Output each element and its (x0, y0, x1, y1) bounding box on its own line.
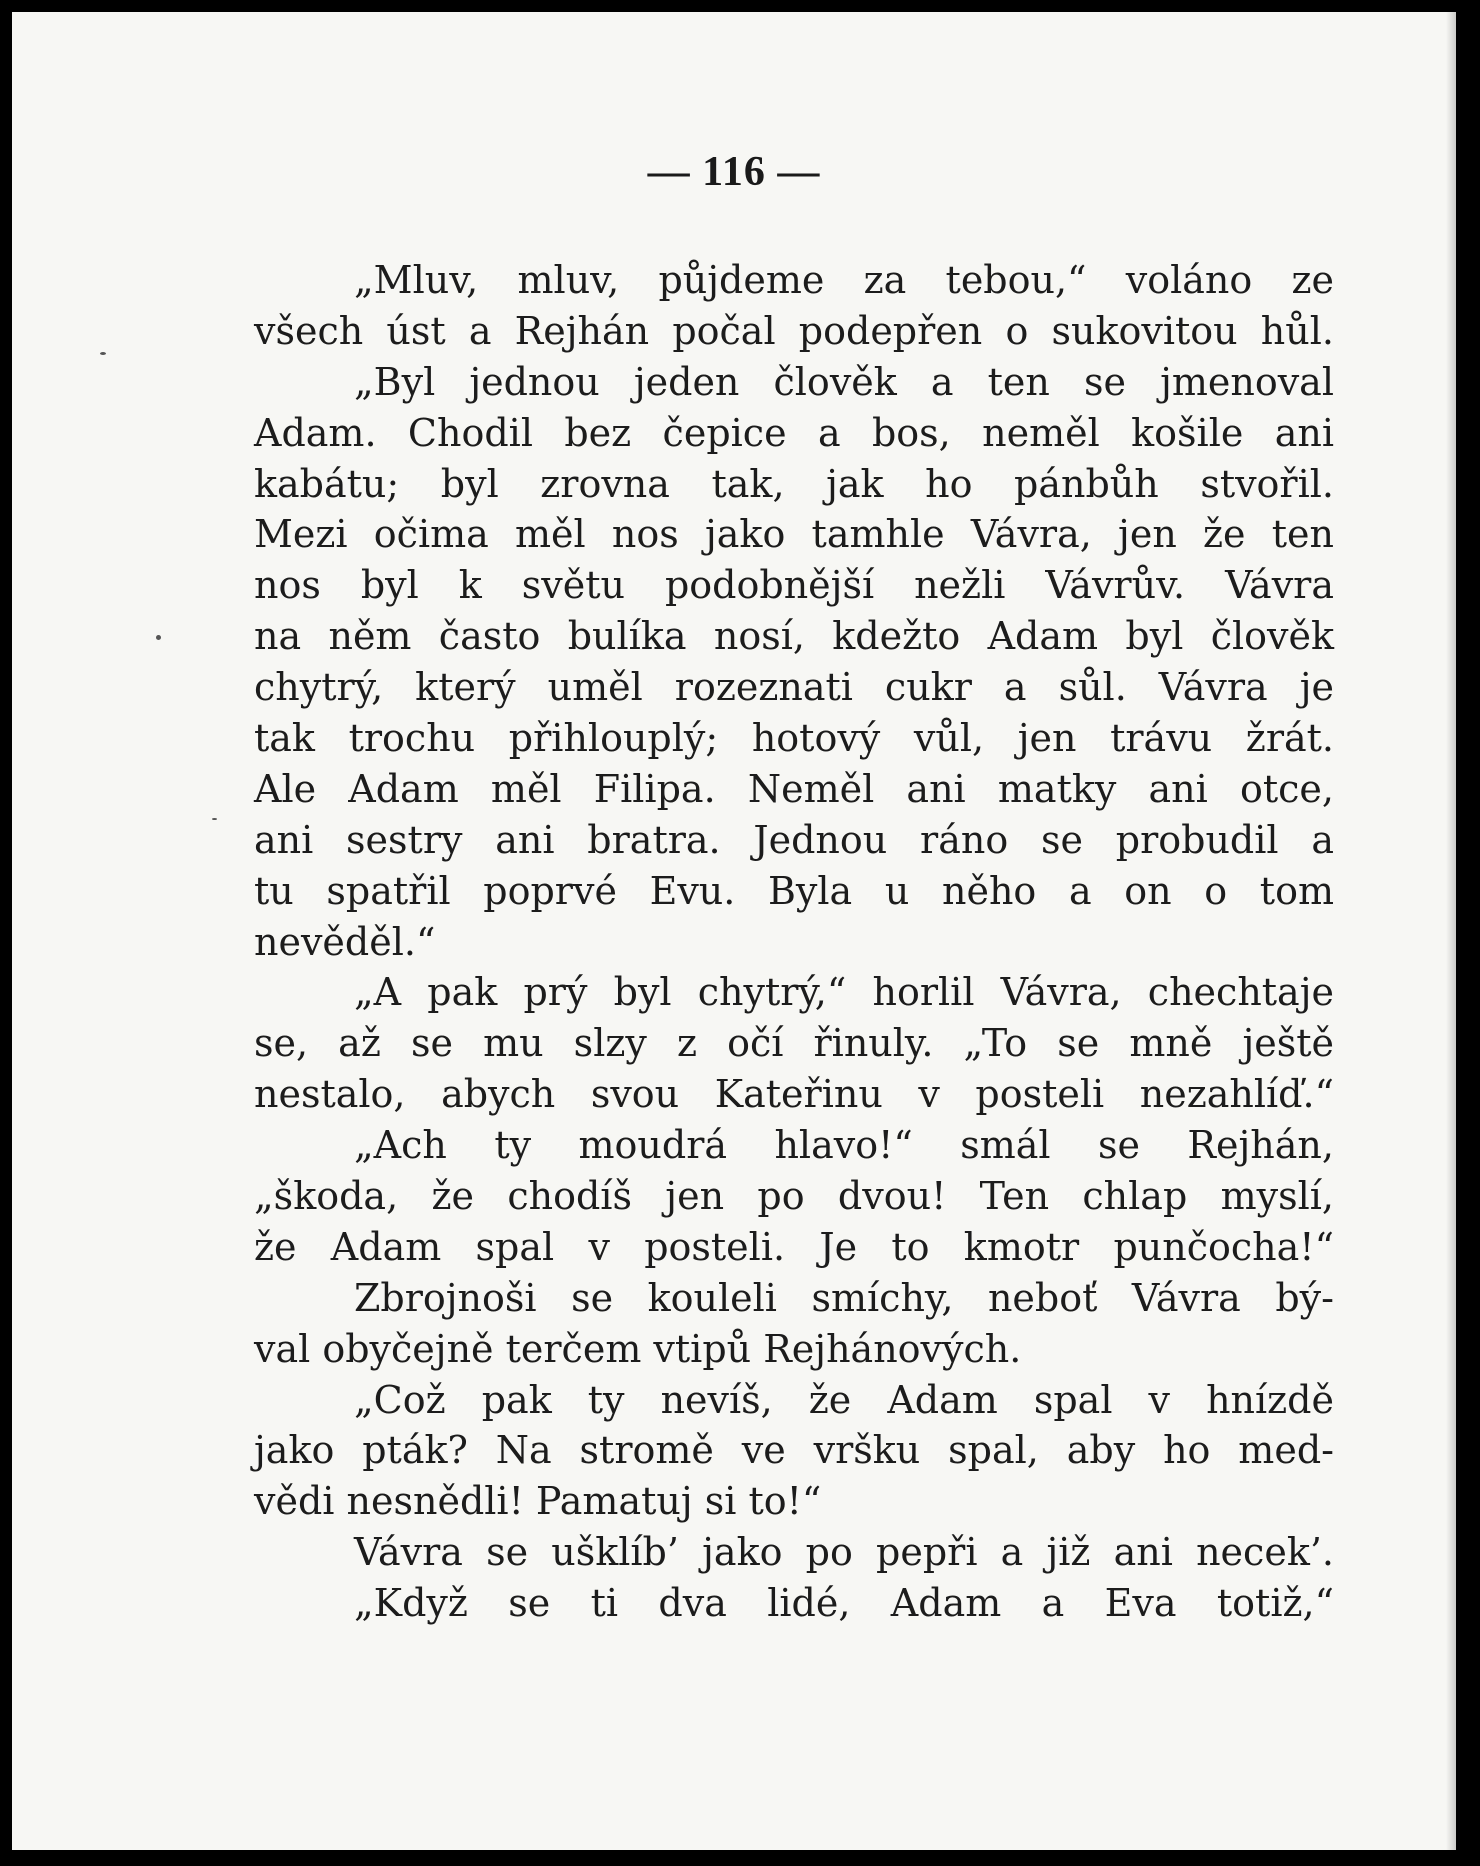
scan-speck (156, 635, 161, 640)
text-line: tu spatřil poprvé Evu. Byla u něho a on o tom (254, 868, 1334, 913)
text-line: chytrý, který uměl rozeznati cukr a sůl. Vávra je (254, 665, 1334, 710)
text-line: kabátu; byl zrovna tak, jak ho pánbůh stvořil. (254, 461, 1334, 506)
text-line: „škoda, že chodíš jen po dvou! Ten chlap myslí, (254, 1174, 1334, 1219)
text-line: „Byl jednou jeden člověk a ten se jmenoval (354, 359, 1334, 404)
text-line: se, až se mu slzy z očí řinuly. „To se mně ještě (254, 1021, 1334, 1066)
text-line: nos byl k světu podobnější nežli Vávrův. Vávra (254, 563, 1334, 608)
text-line: Vávra se ušklíb’ jako po pepři a již ani necek’. (354, 1530, 1334, 1575)
text-line: všech úst a Rejhán počal podepřen o sukovitou hůl. (254, 308, 1334, 353)
page-number: — 116 — (647, 149, 821, 195)
scan-speck (212, 818, 217, 820)
text-line: „Ach ty moudrá hlavo!“ smál se Rejhán, (354, 1123, 1334, 1168)
text-line: val obyčejně terčem vtipů Rejhánových. (254, 1326, 1022, 1371)
text-line: Ale Adam měl Filipa. Neměl ani matky ani otce, (254, 766, 1334, 811)
text-line: tak trochu přihlouplý; hotový vůl, jen trávu žrát. (254, 716, 1334, 761)
text-line: Zbrojnoši se kouleli smíchy, neboť Vávra bý- (354, 1275, 1334, 1320)
text-line: na něm často bulíka nosí, kdežto Adam byl člověk (254, 614, 1334, 659)
page-edge-shadow (1446, 12, 1456, 1850)
text-line: „Když se ti dva lidé, Adam a Eva totiž,“ (354, 1581, 1334, 1626)
text-line: nevěděl.“ (254, 919, 436, 964)
text-line: „Mluv, mluv, půjdeme za tebou,“ voláno ze (354, 258, 1334, 302)
text-line: nestalo, abych svou Kateřinu v posteli nezahlíď.“ (254, 1072, 1334, 1117)
text-line: ani sestry ani bratra. Jednou ráno se probudil a (254, 817, 1334, 862)
text-line: „Což pak ty nevíš, že Adam spal v hnízdě (354, 1377, 1334, 1422)
text-line: jako pták? Na stromě ve vršku spal, aby ho med- (254, 1428, 1334, 1473)
text-line: Adam. Chodil bez čepice a bos, neměl košile ani (254, 410, 1334, 455)
text-line: Mezi očima měl nos jako tamhle Vávra, jen že ten (254, 512, 1334, 557)
text-line: „A pak prý byl chytrý,“ horlil Vávra, chechtaje (354, 970, 1334, 1015)
text-line: že Adam spal v posteli. Je to kmotr punčocha!“ (254, 1224, 1334, 1269)
text-line: vědi nesnědli! Pamatuj si to!“ (254, 1479, 822, 1524)
scan-speck (100, 352, 106, 355)
book-page (12, 12, 1456, 1850)
body-text (254, 255, 1334, 1629)
